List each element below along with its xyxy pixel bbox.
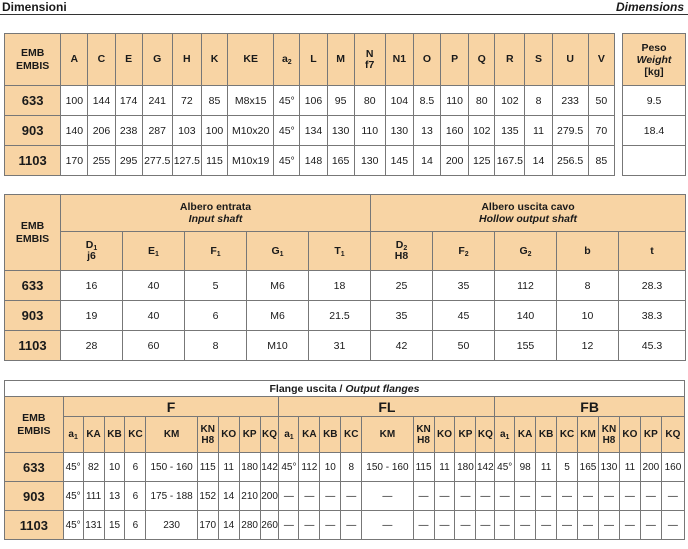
cell: 21.5 bbox=[309, 301, 371, 331]
cell: 295 bbox=[115, 146, 142, 176]
col-header-a: $a_2$ bbox=[274, 34, 300, 86]
col-header-m: M bbox=[327, 34, 354, 86]
table-row bbox=[623, 146, 686, 176]
cell: 233 bbox=[552, 86, 588, 116]
cell: 106 bbox=[300, 86, 327, 116]
cell: 28.3 bbox=[619, 271, 686, 301]
cell: 130 bbox=[598, 453, 619, 482]
col-header-a: A bbox=[61, 34, 88, 86]
table-row bbox=[5, 511, 685, 540]
table-row bbox=[5, 453, 685, 482]
col-header-a1: $a_1$ bbox=[279, 417, 299, 453]
col-header-v: V bbox=[588, 34, 614, 86]
cell: — bbox=[413, 511, 434, 540]
cell: 130 bbox=[354, 146, 385, 176]
flange-group-fb: FB bbox=[495, 397, 685, 417]
cell: — bbox=[536, 482, 557, 511]
cell: 280 bbox=[239, 511, 260, 540]
col-header-q: Q bbox=[469, 34, 495, 86]
cell: 40 bbox=[123, 301, 185, 331]
cell: 287 bbox=[142, 116, 172, 146]
cell: 100 bbox=[61, 86, 88, 116]
col-header-ko: KO bbox=[218, 417, 239, 453]
cell: 160 bbox=[661, 453, 684, 482]
shaft-header-row bbox=[5, 232, 686, 271]
cell: 12 bbox=[557, 331, 619, 361]
cell: 170 bbox=[197, 511, 218, 540]
cell: 230 bbox=[146, 511, 197, 540]
col-header-h: H bbox=[172, 34, 201, 86]
cell: 102 bbox=[469, 116, 495, 146]
cell: 145 bbox=[385, 146, 413, 176]
cell: 110 bbox=[441, 86, 469, 116]
weight-cell: 9.5 bbox=[623, 86, 686, 116]
cell: — bbox=[619, 482, 640, 511]
cell: 45° bbox=[63, 511, 83, 540]
col-header-l: L bbox=[300, 34, 327, 86]
col-header-kb: KB bbox=[320, 417, 341, 453]
col-header-kq: KQ bbox=[661, 417, 684, 453]
cell: 45° bbox=[274, 146, 300, 176]
cell: 11 bbox=[218, 453, 239, 482]
cell: — bbox=[476, 511, 495, 540]
cell: M10x20 bbox=[228, 116, 274, 146]
cell: 85 bbox=[588, 146, 614, 176]
dimensions-header-row bbox=[5, 34, 615, 86]
cell: — bbox=[536, 511, 557, 540]
cell: 28 bbox=[61, 331, 123, 361]
cell: 45° bbox=[63, 453, 83, 482]
cell: 40 bbox=[123, 271, 185, 301]
input-shaft-group: Albero entrata Input shaft bbox=[61, 195, 371, 232]
cell: 11 bbox=[536, 453, 557, 482]
cell: — bbox=[557, 482, 578, 511]
cell: 6 bbox=[125, 482, 146, 511]
col-header-a1: $a_1$ bbox=[495, 417, 515, 453]
cell: M6 bbox=[247, 271, 309, 301]
cell: 142 bbox=[260, 453, 279, 482]
cell: — bbox=[455, 482, 476, 511]
cell: 206 bbox=[88, 116, 115, 146]
cell: 155 bbox=[495, 331, 557, 361]
cell: 13 bbox=[413, 116, 440, 146]
row-label: 633 bbox=[5, 86, 61, 116]
flange-group-f: F bbox=[63, 397, 279, 417]
col-header-km: KM bbox=[362, 417, 413, 453]
weight-table bbox=[622, 33, 686, 176]
cell: — bbox=[434, 511, 455, 540]
cell: 277.5 bbox=[142, 146, 172, 176]
cell: 134 bbox=[300, 116, 327, 146]
col-header-kn: KN H8 bbox=[413, 417, 434, 453]
col-header-kq: KQ bbox=[476, 417, 495, 453]
cell: 152 bbox=[197, 482, 218, 511]
cell: 10 bbox=[320, 453, 341, 482]
cell: 45 bbox=[433, 301, 495, 331]
header-subscript: 2 bbox=[527, 250, 532, 258]
cell: 50 bbox=[588, 86, 614, 116]
cell: — bbox=[279, 511, 299, 540]
cell: 140 bbox=[495, 301, 557, 331]
cell: — bbox=[279, 482, 299, 511]
cell: M10 bbox=[247, 331, 309, 361]
weight-cell bbox=[623, 146, 686, 176]
page-header bbox=[0, 0, 688, 16]
cell: — bbox=[362, 482, 413, 511]
header-subscript: 1 bbox=[73, 434, 78, 441]
shaft-table bbox=[4, 194, 686, 361]
cell: 165 bbox=[327, 146, 354, 176]
cell: 130 bbox=[385, 116, 413, 146]
cell: — bbox=[362, 511, 413, 540]
col-header-n1: N1 bbox=[385, 34, 413, 86]
cell: 85 bbox=[201, 86, 227, 116]
cell: 200 bbox=[441, 146, 469, 176]
cell: — bbox=[341, 482, 362, 511]
cell: 45° bbox=[274, 86, 300, 116]
cell: 100 bbox=[201, 116, 227, 146]
cell: — bbox=[578, 511, 599, 540]
col-header-kp: KP bbox=[239, 417, 260, 453]
col-header-kq: KQ bbox=[260, 417, 279, 453]
cell: 144 bbox=[88, 86, 115, 116]
cell: 8 bbox=[185, 331, 247, 361]
cell: 115 bbox=[413, 453, 434, 482]
cell: 115 bbox=[197, 453, 218, 482]
cell: 103 bbox=[172, 116, 201, 146]
col-header-t1: $T_1$ bbox=[309, 232, 371, 271]
cell: 260 bbox=[260, 511, 279, 540]
header-subscript: 2 bbox=[403, 245, 408, 252]
table-row bbox=[5, 301, 686, 331]
cell: 5 bbox=[185, 271, 247, 301]
header-subscript: 1 bbox=[505, 434, 510, 441]
cell: 112 bbox=[299, 453, 320, 482]
cell: 6 bbox=[125, 453, 146, 482]
cell: — bbox=[434, 482, 455, 511]
cell: 125 bbox=[469, 146, 495, 176]
cell: 10 bbox=[104, 453, 125, 482]
col-header-kc: KC bbox=[341, 417, 362, 453]
hollow-output-shaft-group: Albero uscita cavo Hollow output shaft bbox=[371, 195, 686, 232]
col-header-kc: KC bbox=[557, 417, 578, 453]
row-label: 1103 bbox=[5, 146, 61, 176]
cell: 38.3 bbox=[619, 301, 686, 331]
emb-header: EMB EMBIS bbox=[5, 397, 64, 453]
cell: — bbox=[476, 482, 495, 511]
col-header-d2: $D_2$ H8 bbox=[371, 232, 433, 271]
col-header-f1: $F_1$ bbox=[185, 232, 247, 271]
cell: 112 bbox=[495, 271, 557, 301]
header-subscript: 2 bbox=[287, 59, 292, 66]
cell: 5 bbox=[557, 453, 578, 482]
col-header-kb: KB bbox=[536, 417, 557, 453]
col-header-ke: KE bbox=[228, 34, 274, 86]
cell: 25 bbox=[371, 271, 433, 301]
flange-group-fl: FL bbox=[279, 397, 495, 417]
cell: — bbox=[557, 511, 578, 540]
cell: 18 bbox=[309, 271, 371, 301]
cell: 35 bbox=[433, 271, 495, 301]
col-header-s: S bbox=[525, 34, 552, 86]
col-header-d1: $D_1$ j6 bbox=[61, 232, 123, 271]
table-row bbox=[5, 331, 686, 361]
col-header-kn: KN H8 bbox=[197, 417, 218, 453]
col-header-kp: KP bbox=[640, 417, 661, 453]
cell: M10x19 bbox=[228, 146, 274, 176]
col-header-g: G bbox=[142, 34, 172, 86]
row-label: 903 bbox=[5, 482, 64, 511]
emb-header: EMB EMBIS bbox=[5, 34, 61, 86]
col-header-kn: KN H8 bbox=[598, 417, 619, 453]
col-header-o: O bbox=[413, 34, 440, 86]
cell: 45° bbox=[279, 453, 299, 482]
cell: 131 bbox=[83, 511, 104, 540]
cell: 45° bbox=[274, 116, 300, 146]
cell: 50 bbox=[433, 331, 495, 361]
col-header-km: KM bbox=[578, 417, 599, 453]
dimensions-table bbox=[4, 33, 615, 176]
cell: 60 bbox=[123, 331, 185, 361]
cell: 45° bbox=[495, 453, 515, 482]
cell: 98 bbox=[515, 453, 536, 482]
cell: 115 bbox=[201, 146, 227, 176]
col-header-ko: KO bbox=[619, 417, 640, 453]
col-header-c: C bbox=[88, 34, 115, 86]
cell: — bbox=[598, 511, 619, 540]
cell: 142 bbox=[476, 453, 495, 482]
cell: 42 bbox=[371, 331, 433, 361]
header-subscript: 1 bbox=[93, 245, 98, 252]
col-header-p: P bbox=[441, 34, 469, 86]
col-header-u: U bbox=[552, 34, 588, 86]
table-row bbox=[5, 86, 615, 116]
cell: 160 bbox=[441, 116, 469, 146]
table-row bbox=[5, 146, 615, 176]
col-header-ka: KA bbox=[299, 417, 320, 453]
weight-header: Peso Weight [kg] bbox=[623, 34, 686, 86]
cell: 45° bbox=[63, 482, 83, 511]
cell: 80 bbox=[469, 86, 495, 116]
page-title-en: Dimensions bbox=[615, 0, 684, 14]
emb-header: EMB EMBIS bbox=[5, 195, 61, 271]
cell: — bbox=[320, 482, 341, 511]
cell: M6 bbox=[247, 301, 309, 331]
cell: 255 bbox=[88, 146, 115, 176]
cell: — bbox=[341, 511, 362, 540]
cell: 130 bbox=[327, 116, 354, 146]
col-header-ka: KA bbox=[515, 417, 536, 453]
cell: — bbox=[578, 482, 599, 511]
cell: 110 bbox=[354, 116, 385, 146]
col-header-g1: $G_1$ bbox=[247, 232, 309, 271]
cell: 10 bbox=[557, 301, 619, 331]
flanges-caption: Flange uscita / Output flanges bbox=[5, 381, 685, 397]
cell: 150 - 160 bbox=[146, 453, 197, 482]
cell: 6 bbox=[185, 301, 247, 331]
cell: 16 bbox=[61, 271, 123, 301]
table-row bbox=[5, 271, 686, 301]
cell: 170 bbox=[61, 146, 88, 176]
cell: 8 bbox=[341, 453, 362, 482]
cell: 14 bbox=[218, 511, 239, 540]
cell: M8x15 bbox=[228, 86, 274, 116]
cell: 11 bbox=[434, 453, 455, 482]
flange-group-row bbox=[5, 397, 685, 417]
cell: 72 bbox=[172, 86, 201, 116]
cell: 127.5 bbox=[172, 146, 201, 176]
header-subscript: 1 bbox=[279, 250, 284, 258]
cell: — bbox=[455, 511, 476, 540]
cell: 104 bbox=[385, 86, 413, 116]
col-header-a1: $a_1$ bbox=[63, 417, 83, 453]
cell: 210 bbox=[239, 482, 260, 511]
col-header-kp: KP bbox=[455, 417, 476, 453]
cell: — bbox=[661, 482, 684, 511]
col-header-r: R bbox=[495, 34, 525, 86]
col-header-f2: $F_2$ bbox=[433, 232, 495, 271]
row-label: 633 bbox=[5, 271, 61, 301]
table-row bbox=[623, 116, 686, 146]
cell: 165 bbox=[578, 453, 599, 482]
col-header-b: b bbox=[557, 232, 619, 271]
cell: 238 bbox=[115, 116, 142, 146]
cell: 6 bbox=[125, 511, 146, 540]
cell: — bbox=[515, 482, 536, 511]
page-title-it: Dimensioni bbox=[2, 0, 67, 14]
header-rule bbox=[0, 14, 688, 15]
cell: 175 - 188 bbox=[146, 482, 197, 511]
col-header-ko: KO bbox=[434, 417, 455, 453]
cell: — bbox=[299, 482, 320, 511]
cell: 80 bbox=[354, 86, 385, 116]
cell: — bbox=[598, 482, 619, 511]
cell: 200 bbox=[640, 453, 661, 482]
cell: 8 bbox=[525, 86, 552, 116]
cell: 148 bbox=[300, 146, 327, 176]
col-header-e: E bbox=[115, 34, 142, 86]
col-header-kc: KC bbox=[125, 417, 146, 453]
cell: — bbox=[640, 482, 661, 511]
cell: 8 bbox=[557, 271, 619, 301]
cell: 279.5 bbox=[552, 116, 588, 146]
col-header-ka: KA bbox=[83, 417, 104, 453]
table-row bbox=[5, 116, 615, 146]
cell: 82 bbox=[83, 453, 104, 482]
col-header-kb: KB bbox=[104, 417, 125, 453]
cell: 95 bbox=[327, 86, 354, 116]
flange-header-row bbox=[5, 417, 685, 453]
cell: 167.5 bbox=[495, 146, 525, 176]
cell: 19 bbox=[61, 301, 123, 331]
header-subscript: 1 bbox=[340, 250, 345, 258]
cell: — bbox=[495, 511, 515, 540]
row-label: 633 bbox=[5, 453, 64, 482]
table-row bbox=[623, 86, 686, 116]
header-subscript: 1 bbox=[289, 434, 294, 441]
header-subscript: 1 bbox=[155, 250, 159, 258]
cell: 70 bbox=[588, 116, 614, 146]
header-subscript: 2 bbox=[464, 250, 469, 258]
cell: — bbox=[299, 511, 320, 540]
cell: 180 bbox=[455, 453, 476, 482]
cell: 256.5 bbox=[552, 146, 588, 176]
cell: 102 bbox=[495, 86, 525, 116]
cell: 15 bbox=[104, 511, 125, 540]
cell: 11 bbox=[619, 453, 640, 482]
cell: 13 bbox=[104, 482, 125, 511]
cell: — bbox=[640, 511, 661, 540]
cell: 31 bbox=[309, 331, 371, 361]
cell: 174 bbox=[115, 86, 142, 116]
cell: 140 bbox=[61, 116, 88, 146]
col-header-n: N f7 bbox=[354, 34, 385, 86]
output-flanges-table bbox=[4, 380, 685, 540]
row-label: 1103 bbox=[5, 511, 64, 540]
cell: 241 bbox=[142, 86, 172, 116]
col-header-k: K bbox=[201, 34, 227, 86]
cell: — bbox=[619, 511, 640, 540]
cell: 45.3 bbox=[619, 331, 686, 361]
cell: — bbox=[515, 511, 536, 540]
cell: — bbox=[661, 511, 684, 540]
cell: 14 bbox=[413, 146, 440, 176]
cell: 150 - 160 bbox=[362, 453, 413, 482]
row-label: 903 bbox=[5, 116, 61, 146]
col-header-g2: $G_2$ bbox=[495, 232, 557, 271]
cell: 14 bbox=[525, 146, 552, 176]
table-row bbox=[5, 482, 685, 511]
cell: 180 bbox=[239, 453, 260, 482]
cell: 8.5 bbox=[413, 86, 440, 116]
cell: 135 bbox=[495, 116, 525, 146]
cell: — bbox=[320, 511, 341, 540]
weight-cell: 18.4 bbox=[623, 116, 686, 146]
col-header-km: KM bbox=[146, 417, 197, 453]
cell: 200 bbox=[260, 482, 279, 511]
cell: 35 bbox=[371, 301, 433, 331]
cell: 11 bbox=[525, 116, 552, 146]
col-header-e1: $E_1$ bbox=[123, 232, 185, 271]
header-subscript: 1 bbox=[216, 250, 221, 258]
cell: — bbox=[413, 482, 434, 511]
row-label: 903 bbox=[5, 301, 61, 331]
cell: 111 bbox=[83, 482, 104, 511]
row-label: 1103 bbox=[5, 331, 61, 361]
cell: 14 bbox=[218, 482, 239, 511]
col-header-t: t bbox=[619, 232, 686, 271]
cell: — bbox=[495, 482, 515, 511]
